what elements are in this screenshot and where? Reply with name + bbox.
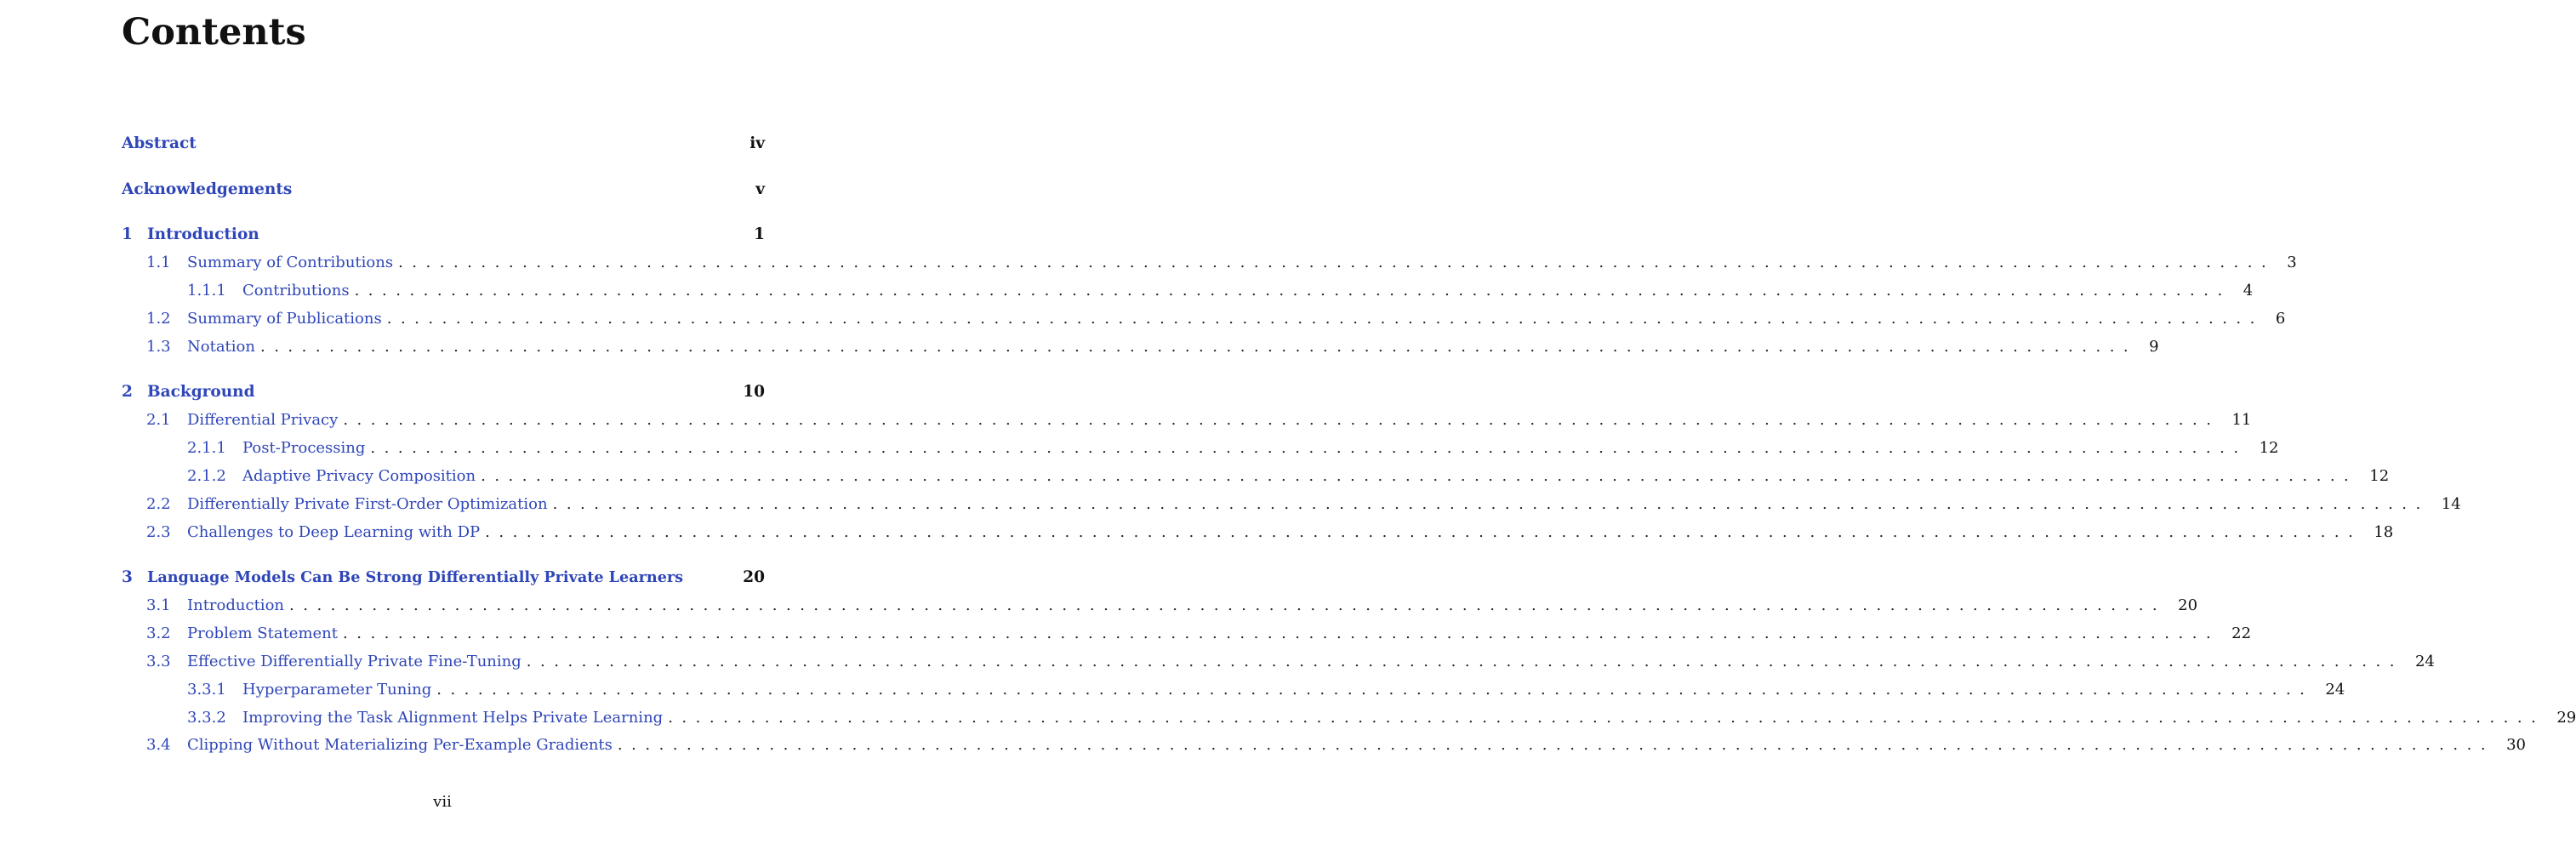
dot-leader: ........................................................................................................................................ bbox=[668, 708, 2545, 727]
toc-entry-number: 3.1 bbox=[146, 596, 171, 614]
dot-leader: ........................................................................................................................................ bbox=[552, 494, 2430, 513]
toc-entry-number: 1.1 bbox=[146, 253, 171, 271]
toc-entry-number: 1.2 bbox=[146, 309, 171, 328]
toc-entry-label[interactable]: Notation bbox=[187, 337, 255, 356]
toc-entry-number: 3 bbox=[122, 567, 133, 586]
toc-entry-number: 2.1.2 bbox=[187, 466, 226, 485]
toc-chapter-2[interactable] bbox=[122, 380, 765, 402]
toc-entry-label[interactable]: Introduction bbox=[147, 225, 259, 243]
dot-leader: ........................................................................................................................................ bbox=[259, 337, 2138, 356]
toc-entry-label[interactable]: Background bbox=[147, 382, 255, 401]
toc-entry-number: 2.2 bbox=[146, 494, 171, 513]
toc-section-2-1[interactable] bbox=[146, 408, 2252, 431]
dot-leader: ........................................................................................................................................ bbox=[617, 735, 2495, 754]
toc-entry-page: 24 bbox=[2414, 652, 2435, 670]
dot-leader: ........................................................................................................................................ bbox=[386, 309, 2264, 328]
toc-section-3-2[interactable] bbox=[146, 622, 2252, 644]
dot-leader: ........................................................................................................................................ bbox=[436, 680, 2314, 699]
toc-entry-page: 6 bbox=[2275, 309, 2286, 328]
toc-entry-number: 3.3.1 bbox=[187, 680, 226, 699]
toc-section-3-1[interactable] bbox=[146, 594, 2198, 616]
dot-leader: ........................................................................................................................................ bbox=[398, 253, 2276, 271]
dot-leader: ........................................................................................................................................ bbox=[343, 410, 2220, 429]
page-number: vii bbox=[433, 793, 452, 811]
toc-entry-page: 18 bbox=[2374, 522, 2394, 541]
toc-entry-label[interactable]: Introduction bbox=[187, 596, 284, 614]
toc-chapter-1[interactable] bbox=[122, 223, 765, 245]
dot-leader: ........................................................................................................................................ bbox=[485, 522, 2362, 541]
toc-entry-page: v bbox=[755, 180, 765, 198]
toc-entry-label[interactable]: Post-Processing bbox=[242, 438, 366, 457]
page-title: Contents bbox=[122, 11, 306, 54]
toc-entry-label[interactable]: Summary of Contributions bbox=[187, 253, 394, 271]
toc-subsection-1-1-1[interactable] bbox=[187, 279, 2254, 301]
toc-subsection-3-3-2[interactable] bbox=[187, 706, 2576, 728]
toc-entry-number: 2.1.1 bbox=[187, 438, 226, 457]
toc-entry-label[interactable]: Problem Statement bbox=[187, 624, 339, 642]
toc-entry-page: 12 bbox=[2259, 438, 2279, 457]
toc-subsection-3-3-1[interactable] bbox=[187, 678, 2345, 700]
toc-section-3-3[interactable] bbox=[146, 650, 2435, 672]
toc-section-1-3[interactable] bbox=[146, 335, 2159, 357]
toc-entry-page: 9 bbox=[2149, 337, 2159, 356]
toc-entry-page: 12 bbox=[2369, 466, 2390, 485]
toc-entry-page: 11 bbox=[2231, 410, 2252, 429]
toc-entry-number: 3.4 bbox=[146, 735, 171, 754]
toc-entry-label[interactable]: Clipping Without Materializing Per-Example Gradients bbox=[187, 735, 613, 754]
toc-entry-number: 1.3 bbox=[146, 337, 171, 356]
dot-leader: ........................................................................................................................................ bbox=[354, 281, 2231, 299]
toc-entry-page: 22 bbox=[2231, 624, 2252, 642]
toc-entry-page: 24 bbox=[2325, 680, 2345, 699]
dot-leader: ........................................................................................................................................ bbox=[289, 596, 2167, 614]
toc-section-1-2[interactable] bbox=[146, 307, 2286, 329]
toc-subsection-2-1-2[interactable] bbox=[187, 465, 2390, 487]
toc-entry-abstract[interactable] bbox=[122, 132, 765, 154]
toc-entry-page: 1 bbox=[754, 225, 765, 243]
toc-entry-label[interactable]: Adaptive Privacy Composition bbox=[242, 466, 476, 485]
toc-entry-number: 2.1 bbox=[146, 410, 171, 429]
toc-entry-number: 2 bbox=[122, 382, 133, 401]
toc-entry-number: 3.2 bbox=[146, 624, 171, 642]
toc-entry-page: 30 bbox=[2506, 735, 2526, 754]
toc-entry-label[interactable]: Contributions bbox=[242, 281, 350, 299]
toc-section-3-4[interactable] bbox=[146, 733, 2526, 756]
toc-entry-acknowledgements[interactable] bbox=[122, 178, 765, 200]
toc-entry-label[interactable]: Differential Privacy bbox=[187, 410, 339, 429]
toc-entry-label[interactable]: Acknowledgements bbox=[122, 180, 293, 198]
toc-entry-number: 1.1.1 bbox=[187, 281, 226, 299]
toc-entry-label[interactable]: Differentially Private First-Order Optimization bbox=[187, 494, 548, 513]
toc-entry-label[interactable]: Abstract bbox=[122, 134, 197, 152]
toc-entry-label[interactable]: Challenges to Deep Learning with DP bbox=[187, 522, 481, 541]
toc-entry-label[interactable]: Summary of Publications bbox=[187, 309, 382, 328]
toc-entry-page: 3 bbox=[2287, 253, 2297, 271]
toc-entry-number: 1 bbox=[122, 225, 133, 243]
toc-entry-page: iv bbox=[749, 134, 765, 152]
toc-chapter-3[interactable] bbox=[122, 566, 765, 588]
dot-leader: ........................................................................................................................................ bbox=[343, 624, 2220, 642]
toc-section-2-3[interactable] bbox=[146, 521, 2394, 543]
toc-entry-page: 29 bbox=[2556, 708, 2576, 727]
dot-leader: ........................................................................................................................................ bbox=[481, 466, 2358, 485]
toc-entry-label[interactable]: Effective Differentially Private Fine-Tuning bbox=[187, 652, 521, 670]
toc-entry-number: 3.3 bbox=[146, 652, 171, 670]
toc-subsection-2-1-1[interactable] bbox=[187, 436, 2279, 459]
toc-section-1-1[interactable] bbox=[146, 251, 2297, 273]
toc-entry-number: 3.3.2 bbox=[187, 708, 226, 727]
dot-leader: ........................................................................................................................................ bbox=[526, 652, 2403, 670]
toc-entry-number: 2.3 bbox=[146, 522, 171, 541]
toc-entry-label[interactable]: Hyperparameter Tuning bbox=[242, 680, 432, 699]
toc-entry-label[interactable]: Improving the Task Alignment Helps Private Learning bbox=[242, 708, 664, 727]
toc-entry-page: 4 bbox=[2243, 281, 2254, 299]
toc-entry-page: 20 bbox=[2178, 596, 2198, 614]
toc-entry-page: 20 bbox=[743, 567, 765, 586]
dot-leader: ........................................................................................................................................ bbox=[370, 438, 2248, 457]
toc-entry-page: 10 bbox=[743, 382, 765, 401]
toc-entry-label[interactable]: Language Models Can Be Strong Differentially Private Learners bbox=[147, 567, 684, 586]
toc-section-2-2[interactable] bbox=[146, 493, 2461, 515]
toc-entry-page: 14 bbox=[2441, 494, 2461, 513]
